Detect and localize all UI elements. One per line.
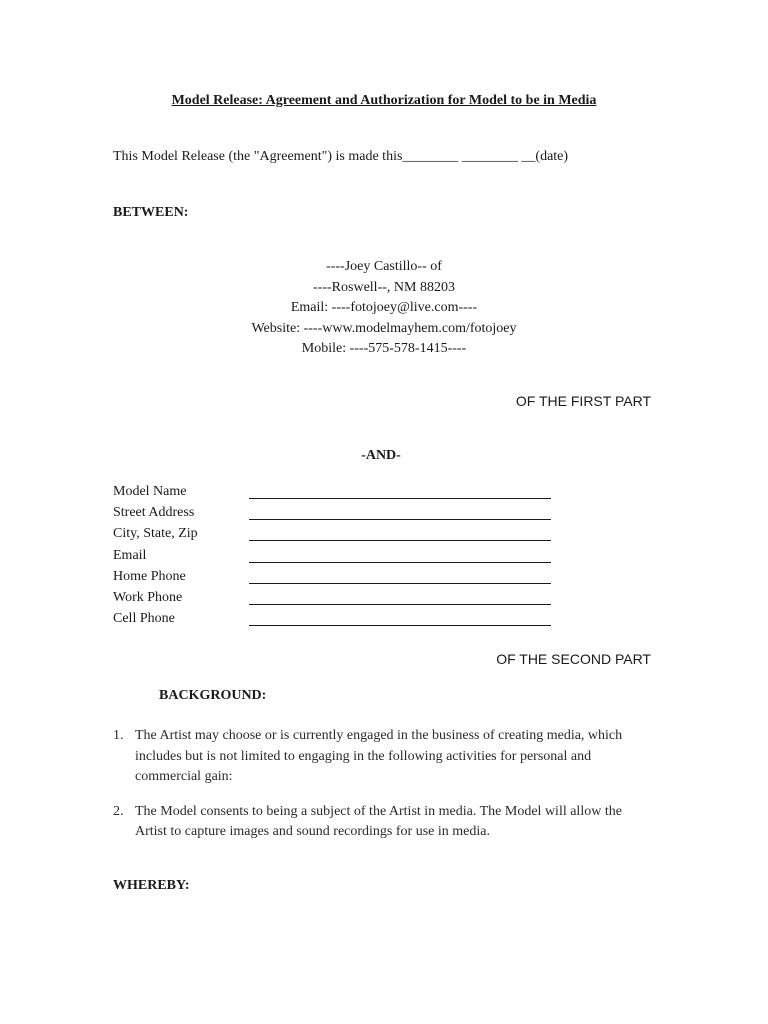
first-party-address: ----Roswell--, NM 88203 <box>313 279 455 295</box>
field-label: Work Phone <box>113 589 183 605</box>
field-label: City, State, Zip <box>113 526 198 542</box>
list-item <box>113 726 653 788</box>
field-row-cell-phone <box>113 611 553 632</box>
first-party-details <box>0 257 768 360</box>
field-row-city-state-zip <box>113 526 553 547</box>
model-name-blank[interactable] <box>249 498 551 499</box>
first-part-label: OF THE FIRST PART <box>515 393 651 409</box>
list-item-number: 2. <box>113 803 124 819</box>
city-state-zip-blank[interactable] <box>249 540 551 541</box>
street-address-blank[interactable] <box>249 519 551 520</box>
email-blank[interactable] <box>249 562 551 563</box>
field-label: Model Name <box>113 484 187 499</box>
field-label: Cell Phone <box>113 611 175 627</box>
field-row-work-phone <box>113 590 553 611</box>
whereby-heading: WHEREBY: <box>113 878 190 893</box>
model-info-fields <box>113 484 553 632</box>
field-row-model-name <box>113 484 553 505</box>
work-phone-blank[interactable] <box>249 604 551 605</box>
and-divider: -AND- <box>361 448 401 463</box>
field-row-email <box>113 548 553 569</box>
between-heading: BETWEEN: <box>113 205 189 220</box>
first-party-name: ----Joey Castillo-- of <box>326 259 442 274</box>
list-item <box>113 802 653 843</box>
background-heading: BACKGROUND: <box>159 688 267 703</box>
list-item-number: 1. <box>113 728 124 743</box>
field-label: Email <box>113 547 147 563</box>
first-party-mobile: Mobile: ----575-578-1415---- <box>301 341 467 356</box>
field-row-home-phone <box>113 569 553 590</box>
first-party-website: Website: ----www.modelmayhem.com/fotojoey <box>251 320 517 336</box>
field-row-street-address <box>113 505 553 526</box>
background-list <box>113 726 653 857</box>
field-label: Street Address <box>113 505 195 521</box>
field-label: Home Phone <box>113 568 186 584</box>
list-item-text: The Artist may choose or is currently engaged in the business of creating media, which includes but is not limited to engaging in the following activities for personal and commercial gain: <box>135 728 623 784</box>
intro-paragraph: This Model Release (the "Agreement") is made this________ ________ __(date) <box>113 149 569 164</box>
document-title: Model Release: Agreement and Authorization for Model to be in Media <box>171 93 597 108</box>
list-item-text: The Model consents to being a subject of the Artist in media. The Model will allow the Artist to capture images and sound recordings for use in media. <box>135 803 622 839</box>
home-phone-blank[interactable] <box>249 583 551 584</box>
cell-phone-blank[interactable] <box>249 625 551 626</box>
second-part-label: OF THE SECOND PART <box>496 651 651 667</box>
first-party-email: Email: ----fotojoey@live.com---- <box>290 300 478 315</box>
